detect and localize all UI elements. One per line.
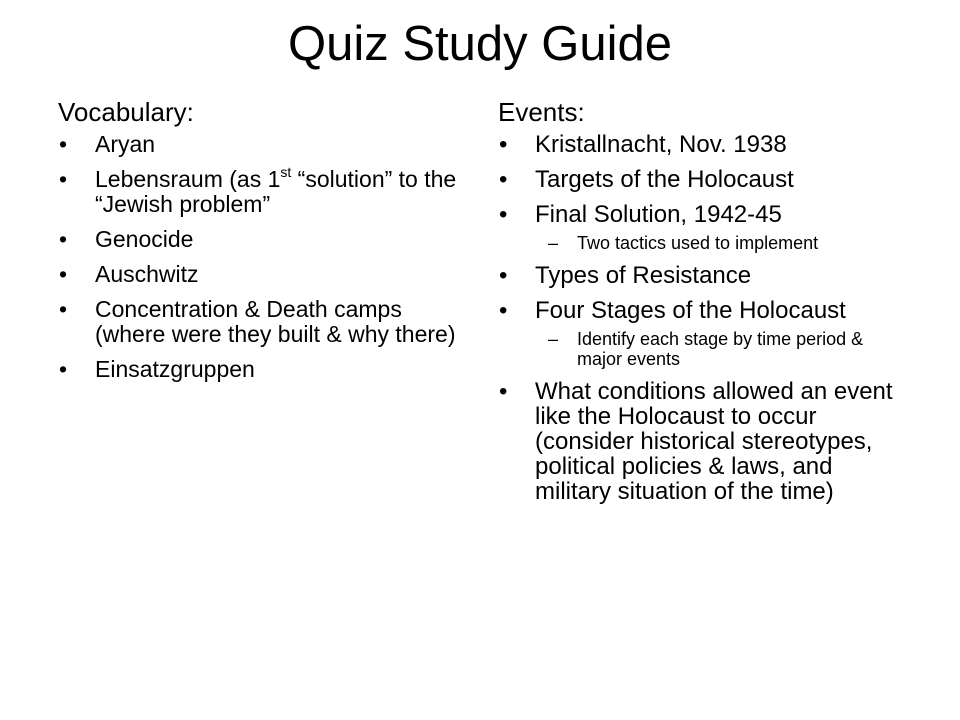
events-column xyxy=(498,96,898,514)
event-item-text: What conditions allowed an event like the Holocaust to occur (consider historical stereotypes, political policies & laws, and military situation of the time) xyxy=(535,378,893,505)
events-list xyxy=(498,132,898,504)
vocabulary-column xyxy=(58,96,458,392)
bullet-icon: • xyxy=(499,201,508,228)
bullet-icon: • xyxy=(59,166,68,192)
vocab-item-camps xyxy=(58,297,458,347)
event-subitem-tactics xyxy=(498,233,898,253)
dash-icon: – xyxy=(548,329,559,349)
slide-title: Quiz Study Guide xyxy=(287,17,673,71)
event-item-text: Types of Resistance xyxy=(535,262,752,289)
ordinal-superscript: st xyxy=(280,164,292,180)
dash-icon: – xyxy=(548,233,559,253)
event-item-targets xyxy=(498,167,898,192)
bullet-icon: • xyxy=(499,297,508,324)
vocab-item-aryan xyxy=(58,132,458,157)
vocab-item-text: Genocide xyxy=(95,226,194,252)
bullet-icon: • xyxy=(59,226,68,252)
events-heading: Events: xyxy=(498,97,585,127)
vocab-item-auschwitz xyxy=(58,262,458,287)
event-subitem-text: Two tactics used to implement xyxy=(577,233,819,253)
bullet-icon: • xyxy=(499,131,508,158)
event-item-text: Final Solution, 1942-45 xyxy=(535,201,782,228)
vocab-item-einsatzgruppen xyxy=(58,357,458,382)
vocabulary-list xyxy=(58,132,458,382)
event-item-kristallnacht xyxy=(498,132,898,157)
event-item-final-solution xyxy=(498,202,898,227)
bullet-icon: • xyxy=(499,166,508,193)
bullet-icon: • xyxy=(59,131,68,157)
vocab-item-text: Einsatzgruppen xyxy=(95,356,255,382)
event-subitem-text: Identify each stage by time period & major events xyxy=(577,329,864,369)
event-item-text: Kristallnacht, Nov. 1938 xyxy=(535,131,787,158)
event-item-conditions xyxy=(498,379,898,504)
bullet-icon: • xyxy=(59,261,68,287)
bullet-icon: • xyxy=(59,356,68,382)
vocab-item-text-continued: “solution” to the “Jewish problem” xyxy=(95,166,457,217)
bullet-icon: • xyxy=(499,262,508,289)
vocab-item-text: Aryan xyxy=(95,131,156,157)
event-item-resistance xyxy=(498,263,898,288)
event-subitem-stages xyxy=(498,329,898,369)
vocab-item-lebensraum xyxy=(58,164,458,217)
event-item-four-stages xyxy=(498,298,898,323)
event-item-text: Targets of the Holocaust xyxy=(535,166,794,193)
vocabulary-heading: Vocabulary: xyxy=(58,97,194,127)
event-item-text: Four Stages of the Holocaust xyxy=(535,297,846,324)
vocab-item-text: Concentration & Death camps (where were they built & why there) xyxy=(95,296,456,347)
bullet-icon: • xyxy=(499,378,508,405)
vocab-item-text: Auschwitz xyxy=(95,261,199,287)
vocab-item-genocide xyxy=(58,227,458,252)
bullet-icon: • xyxy=(59,296,68,322)
vocab-item-text: Lebensraum (as 1 xyxy=(95,166,281,192)
